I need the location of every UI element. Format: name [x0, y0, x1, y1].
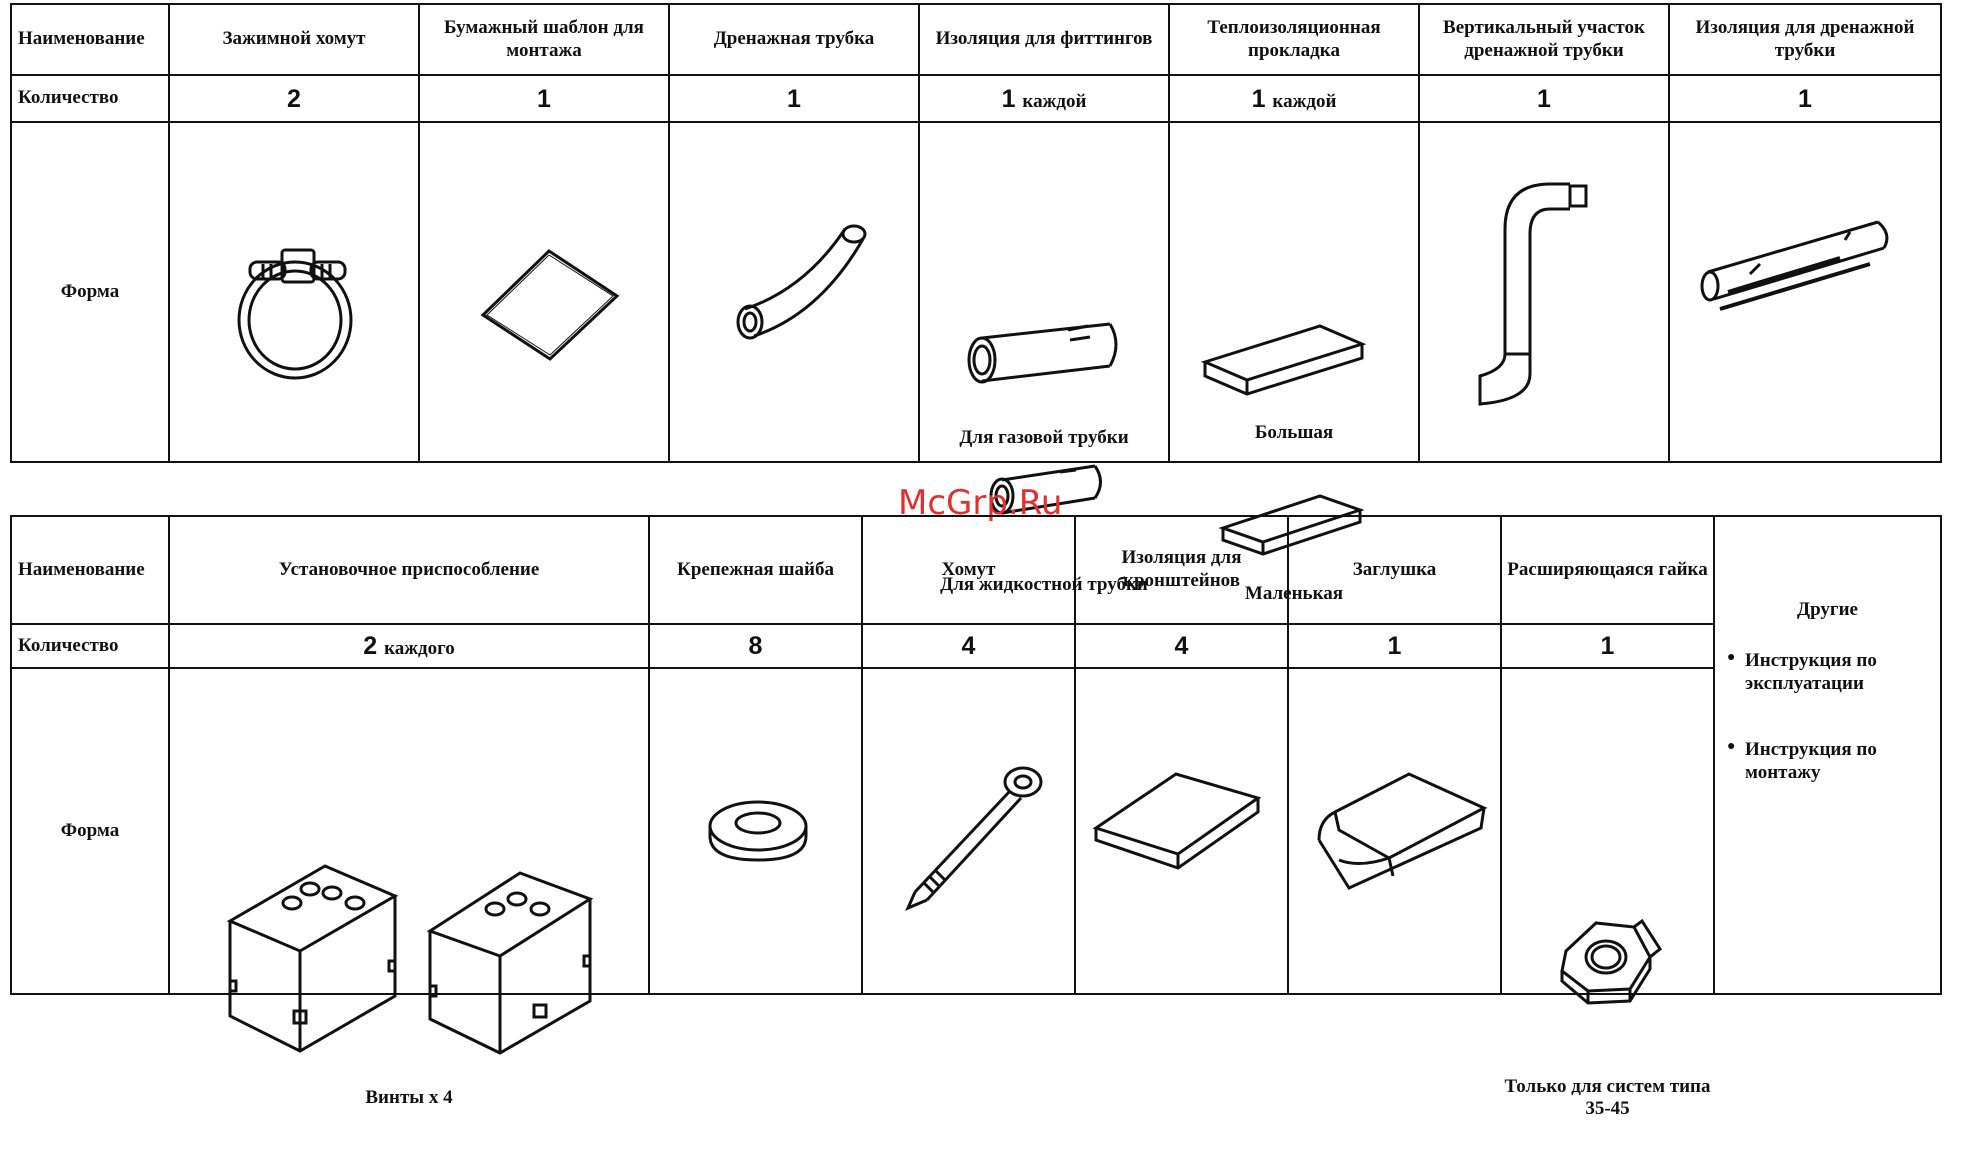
qty-value: 1 — [1387, 632, 1402, 660]
qty-value: 4 — [1174, 632, 1189, 660]
qty-cell — [169, 624, 649, 668]
item-name-nut: Расширяющаяся гайка — [1501, 516, 1714, 624]
item-name-vertical-drain: Вертикальный участок дренажной трубки — [1419, 4, 1669, 75]
form-cell-clamp — [169, 122, 419, 462]
item-name-mounting-block: Установочное приспособление — [169, 516, 649, 624]
qty-cell — [669, 75, 919, 122]
band-icon — [863, 670, 1076, 992]
qty-cell — [419, 75, 669, 122]
qty-suffix: каждого — [384, 638, 455, 659]
elbow-hose-icon — [1420, 124, 1670, 460]
item-name-plug: Заглушка — [1288, 516, 1501, 624]
item-name-template: Бумажный шаблон для монтажа — [419, 4, 669, 75]
caption-screws: Винты х 4 — [365, 1087, 453, 1108]
item-name-fitting-insulation: Изоляция для фиттингов — [919, 4, 1169, 75]
qty-suffix: каждой — [1272, 90, 1337, 112]
caption-nut-note: Только для систем типа 35-45 — [1504, 1076, 1711, 1119]
item-name-drain-hose: Дренажная трубка — [669, 4, 919, 75]
form-cell-bracket-insulation — [1075, 668, 1288, 994]
item-name-insulation-pad: Теплоизоляционная прокладка — [1169, 4, 1419, 75]
item-name-clamp: Зажимной хомут — [169, 4, 419, 75]
row-label-name: Наименование — [11, 4, 169, 75]
form-cell-template — [419, 122, 669, 462]
item-name-band: Хомут — [862, 516, 1075, 624]
qty-cell — [649, 624, 862, 668]
qty-cell — [1501, 624, 1714, 668]
qty-value: 4 — [961, 632, 976, 660]
others-cell — [1714, 516, 1941, 994]
qty-value: 1 — [1798, 84, 1812, 113]
qty-suffix: каждой — [1022, 90, 1087, 112]
drain-insulation-icon — [1670, 124, 1940, 460]
row-label-qty: Количество — [11, 624, 169, 668]
form-cell-mounting-block — [169, 668, 649, 1108]
form-cell-plug — [1288, 668, 1501, 994]
qty-cell — [1075, 624, 1288, 668]
form-cell-nut — [1501, 668, 1714, 1119]
caption-liquid-pipe: Для жидкостной трубки — [940, 574, 1148, 595]
item-name-bracket-insulation: Изоляция для кронштейнов — [1075, 516, 1288, 624]
qty-value: 1 — [537, 84, 551, 113]
washer-icon — [650, 670, 863, 992]
qty-cell — [1669, 75, 1941, 122]
qty-value: 1 — [1251, 84, 1266, 113]
qty-value: 2 — [363, 632, 378, 660]
others-title: Другие — [1797, 599, 1858, 620]
accessories-table-2 — [10, 515, 1942, 1119]
form-cell-band — [862, 668, 1075, 994]
row-label-qty: Количество — [11, 75, 169, 122]
qty-value: 1 — [1600, 632, 1615, 660]
qty-cell — [1169, 75, 1419, 122]
qty-cell — [919, 75, 1169, 122]
paper-template-icon — [420, 124, 670, 460]
form-cell-drain-insulation — [1669, 122, 1941, 462]
row-label-name: Наименование — [11, 516, 169, 624]
plug-icon — [1289, 670, 1502, 992]
qty-value: 1 — [1537, 84, 1551, 113]
row-label-form: Форма — [11, 122, 169, 462]
drain-hose-icon — [670, 124, 920, 460]
qty-cell — [1288, 624, 1501, 668]
caption-gas-pipe: Для газовой трубки — [959, 427, 1129, 448]
list-item: ● Инструкция по монтажу — [1723, 739, 1932, 785]
form-cell-washer — [649, 668, 862, 994]
form-cell-vertical-drain — [1419, 122, 1669, 462]
row-label-form: Форма — [11, 668, 169, 994]
qty-cell — [1419, 75, 1669, 122]
form-cell-drain-hose — [669, 122, 919, 462]
qty-value: 1 — [787, 84, 801, 113]
qty-cell — [169, 75, 419, 122]
watermark: McGrp.Ru — [898, 483, 1063, 523]
caption-small: Маленькая — [1244, 583, 1344, 604]
item-name-washer: Крепежная шайба — [649, 516, 862, 624]
clamp-icon — [170, 124, 420, 460]
qty-value: 8 — [748, 632, 763, 660]
bracket-insulation-icon — [1076, 670, 1289, 992]
qty-cell — [862, 624, 1075, 668]
caption-large: Большая — [1254, 422, 1334, 443]
item-name-drain-insulation: Изоляция для дренажной трубки — [1669, 4, 1941, 75]
qty-value: 2 — [287, 84, 301, 113]
others-list — [1723, 650, 1932, 785]
list-item: ● Инструкция по эксплуатации — [1723, 650, 1932, 696]
qty-value: 1 — [1001, 84, 1016, 113]
